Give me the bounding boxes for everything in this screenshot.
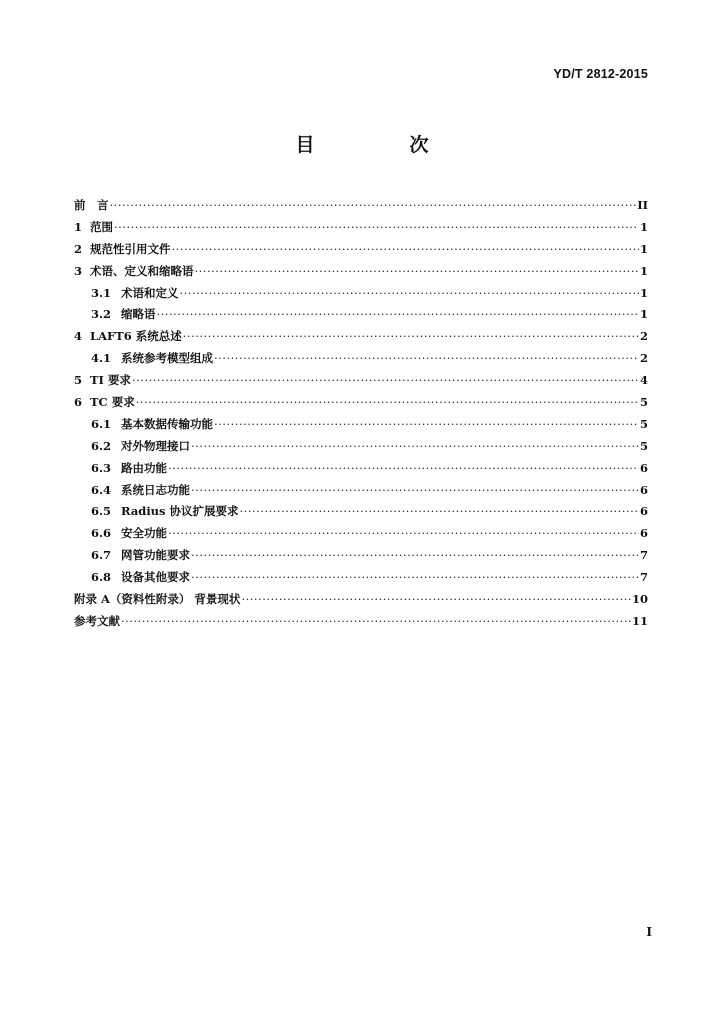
dot-leader [110,195,637,217]
table-of-contents [74,195,648,633]
toc-entry-label: 缩略语 [121,307,156,322]
toc-entry[interactable] [74,414,648,436]
toc-entry-label: 路由功能 [121,460,167,475]
toc-entry-page: 5 [639,416,648,431]
toc-entry-page: 1 [639,285,648,300]
dot-leader [191,545,639,567]
toc-entry-number: 6.7 [91,548,112,563]
toc-entry-number: 3.2 [91,307,112,322]
toc-entry-number: 6.3 [91,460,112,475]
dot-leader [114,217,639,239]
dot-leader [191,480,639,502]
toc-entry-label: 术语、定义和缩略语 [90,263,194,278]
toc-entry-label: 附录 A（资料性附录） 背景现状 [74,592,241,607]
toc-entry[interactable] [74,326,648,348]
toc-entry-page: 1 [639,219,648,234]
toc-entry[interactable] [74,436,648,458]
toc-entry-page: 2 [639,329,648,344]
toc-entry-number: 3.1 [91,285,112,300]
toc-entry-page: 6 [639,482,648,497]
dot-leader [168,458,639,480]
toc-entry-label: 设备其他要求 [121,570,190,585]
toc-entry[interactable] [74,589,648,611]
toc-entry-number: 1 [74,219,83,234]
toc-entry-number: 6.6 [91,526,112,541]
toc-entry-page: 7 [639,570,648,585]
toc-entry-page: 1 [639,307,648,322]
toc-entry[interactable] [74,523,648,545]
toc-entry[interactable] [74,458,648,480]
toc-entry-label: 参考文献 [74,613,120,628]
standard-code: YD/T 2812-2015 [553,67,648,81]
toc-entry[interactable] [74,348,648,370]
toc-entry-page: 6 [639,504,648,519]
dot-leader [180,283,639,305]
dot-leader [172,239,639,261]
dot-leader [157,304,639,326]
toc-entry-label: TI 要求 [90,373,131,388]
toc-entry[interactable] [74,217,648,239]
toc-entry-label: 系统日志功能 [121,482,190,497]
toc-entry[interactable] [74,239,648,261]
page-title: 目 次 [295,134,467,156]
dot-leader [214,414,639,436]
dot-leader [191,436,639,458]
toc-entry-label: 安全功能 [121,526,167,541]
toc-entry-label: TC 要求 [90,395,135,410]
toc-entry-page: II [637,198,648,212]
toc-entry[interactable] [74,261,648,283]
page-number: I [646,925,652,939]
toc-entry-page: 2 [639,351,648,366]
toc-entry-page: 5 [639,438,648,453]
toc-entry-page: 6 [639,526,648,541]
dot-leader [241,589,631,611]
dot-leader [121,611,631,633]
dot-leader [191,567,639,589]
toc-entry-number: 6 [74,395,83,410]
toc-entry-label: 对外物理接口 [121,438,190,453]
toc-entry-page: 1 [639,263,648,278]
dot-leader [214,348,639,370]
toc-entry-page: 7 [639,548,648,563]
toc-entry-number: 4 [74,329,83,344]
toc-entry-page: 4 [639,373,648,388]
toc-entry[interactable] [74,392,648,414]
toc-entry-number: 6.2 [91,438,112,453]
toc-entry[interactable] [74,501,648,523]
toc-entry[interactable] [74,370,648,392]
dot-leader [136,392,639,414]
toc-entry-label: 术语和定义 [121,285,179,300]
toc-entry-number: 3 [74,263,83,278]
toc-entry-label: 系统参考模型组成 [121,351,213,366]
toc-entry-page: 5 [639,395,648,410]
toc-entry-number: 5 [74,373,83,388]
toc-entry-number: 4.1 [91,351,112,366]
toc-entry[interactable] [74,480,648,502]
toc-entry-label: Radius 协议扩展要求 [121,504,239,519]
toc-entry[interactable] [74,195,648,217]
toc-entry-label: 网管功能要求 [121,548,190,563]
toc-entry-number: 2 [74,241,83,256]
toc-entry-label: 前 言 [74,198,109,212]
dot-leader [183,326,639,348]
toc-entry[interactable] [74,611,648,633]
toc-entry-page: 1 [639,241,648,256]
dot-leader [195,261,639,283]
toc-entry-label: 范围 [90,219,113,234]
toc-entry-label: LAFT6 系统总述 [90,329,182,344]
toc-entry[interactable] [74,283,648,305]
toc-entry-number: 6.5 [91,504,112,519]
toc-entry[interactable] [74,545,648,567]
dot-leader [132,370,639,392]
toc-entry-page: 10 [631,592,648,607]
toc-entry-number: 6.1 [91,416,112,431]
dot-leader [240,501,639,523]
toc-entry-page: 11 [631,613,648,628]
toc-entry-label: 基本数据传输功能 [121,416,213,431]
toc-entry[interactable] [74,567,648,589]
toc-entry-page: 6 [639,460,648,475]
toc-entry-label: 规范性引用文件 [90,241,171,256]
toc-entry-number: 6.4 [91,482,112,497]
dot-leader [168,523,639,545]
toc-entry[interactable] [74,304,648,326]
toc-entry-number: 6.8 [91,570,112,585]
